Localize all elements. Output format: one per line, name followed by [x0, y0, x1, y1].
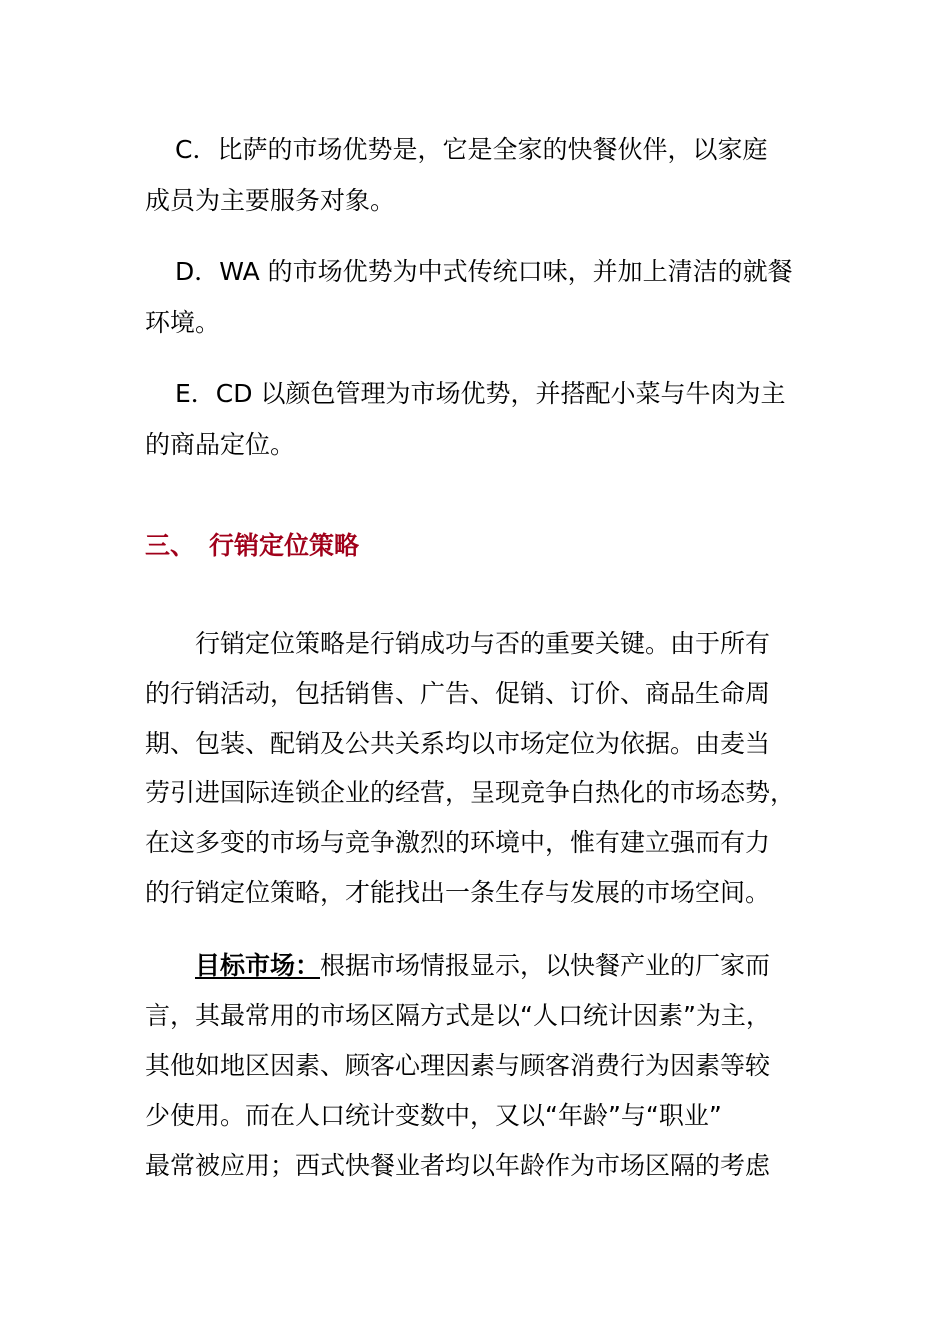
target-market-line-1 [195, 950, 770, 982]
paragraph-d-line-1: D．WA 的市场优势为中式传统口味，并加上清洁的就餐 [175, 257, 793, 286]
target-market-line-5: 最常被应用；西式快餐业者均以年龄作为市场区隔的考虑 [145, 1151, 771, 1180]
target-market-line-1-text: 根据市场情报显示，以快餐产业的厂家而 [320, 951, 771, 980]
paragraph-e-line-2: 的商品定位。 [145, 430, 296, 459]
strategy-line-3: 期、包装、配销及公共关系均以市场定位为依据。由麦当 [145, 729, 771, 758]
strategy-line-6: 的行销定位策略，才能找出一条生存与发展的市场空间。 [145, 878, 771, 907]
paragraph-d-line-2: 环境。 [145, 308, 221, 337]
target-market-line-3: 其他如地区因素、顾客心理因素与顾客消费行为因素等较 [145, 1051, 771, 1080]
target-market-line-4: 少使用。而在人口统计变数中，又以“年龄”与“职业” [145, 1101, 722, 1130]
strategy-line-5: 在这多变的市场与竞争激烈的环境中，惟有建立强而有力 [145, 828, 771, 857]
target-market-label: 目标市场： [195, 951, 321, 980]
strategy-line-2: 的行销活动，包括销售、广告、促销、订价、商品生命周 [145, 679, 771, 708]
section-heading-number: 三、 [145, 531, 196, 560]
target-market-line-2: 言，其最常用的市场区隔方式是以“人口统计因素”为主， [145, 1001, 771, 1030]
paragraph-c-line-1: C．比萨的市场优势是，它是全家的快餐伙伴，以家庭 [175, 135, 768, 164]
strategy-line-1: 行销定位策略是行销成功与否的重要关键。由于所有 [195, 629, 771, 658]
section-heading [145, 530, 359, 562]
paragraph-c-line-2: 成员为主要服务对象。 [145, 186, 396, 215]
strategy-line-4: 劳引进国际连锁企业的经营，呈现竞争白热化的市场态势， [145, 778, 796, 807]
paragraph-e-line-1: E．CD 以颜色管理为市场优势，并搭配小菜与牛肉为主 [175, 379, 786, 408]
section-heading-title: 行销定位策略 [209, 531, 360, 560]
